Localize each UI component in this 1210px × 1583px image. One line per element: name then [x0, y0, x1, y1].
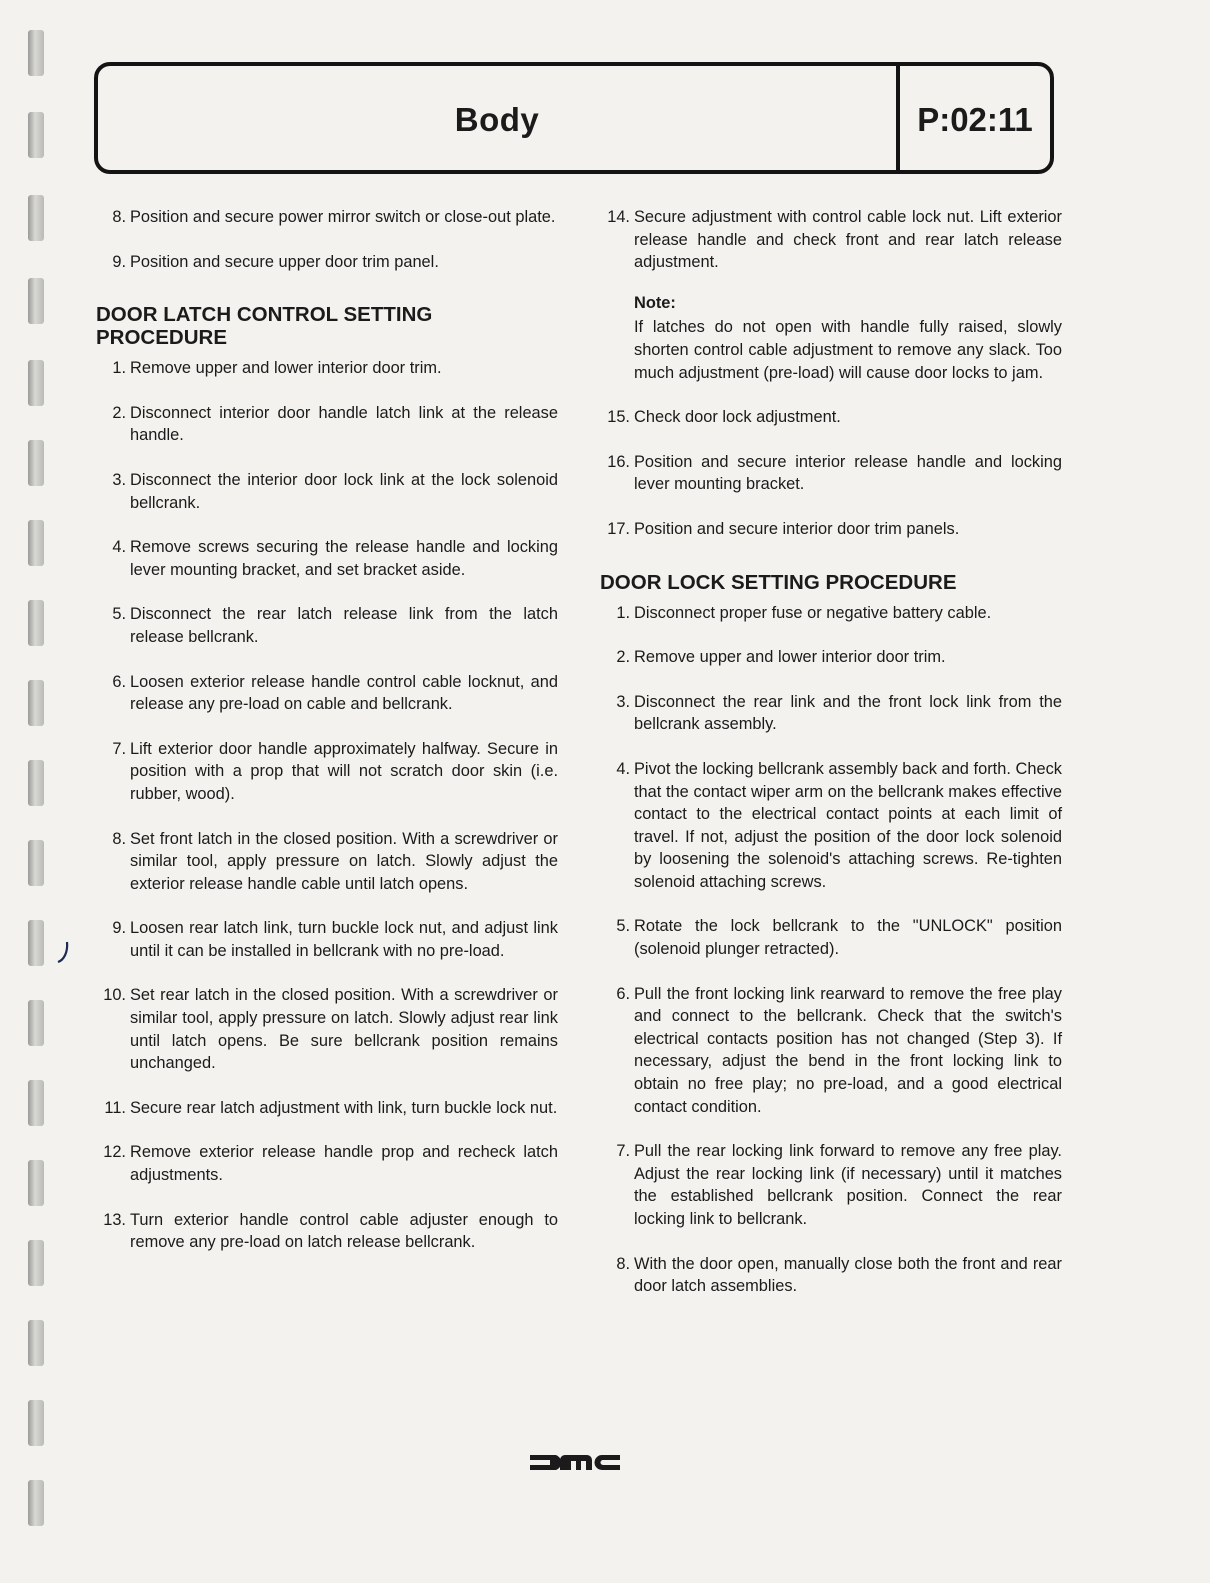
- step-number: 13.: [103, 1210, 126, 1229]
- step-number: 9.: [112, 252, 126, 271]
- step-text: With the door open, manually close both the front and rear door latch assemblies.: [634, 1254, 1062, 1296]
- trim-step: [96, 251, 558, 274]
- latch-step: [600, 406, 1062, 429]
- latch-step: [96, 402, 558, 447]
- right-column: [600, 206, 1062, 1320]
- latch-step: [96, 1209, 558, 1254]
- step-number: 7.: [616, 1142, 630, 1161]
- lock-step: [600, 915, 1062, 960]
- step-text: Disconnect the rear latch release link from the latch release bellcrank.: [130, 605, 558, 646]
- binding-holes: [28, 0, 50, 1583]
- step-number: 1.: [112, 359, 126, 378]
- step-text: Remove screws securing the release handle and locking lever mounting bracket, and set bracket aside.: [130, 538, 558, 579]
- step-text: Position and secure upper door trim panel.: [130, 252, 439, 271]
- note-text: If latches do not open with handle fully raised, slowly shorten control cable adjustment to remove any slack. Too much adjustment (pre-load) will cause door locks to jam.: [634, 318, 1062, 382]
- page-code: P:02:11: [896, 66, 1050, 170]
- step-text: Loosen rear latch link, turn buckle lock nut, and adjust link until it can be installed in bellcrank with no pre-load.: [130, 919, 558, 960]
- binding-hole-icon: [28, 440, 44, 486]
- binding-hole-icon: [28, 760, 44, 806]
- binding-hole-icon: [28, 1240, 44, 1286]
- step-text: Disconnect the interior door lock link at the lock solenoid bellcrank.: [130, 470, 558, 512]
- step-text: Disconnect proper fuse or negative battery cable.: [634, 603, 992, 622]
- step-number: 5.: [112, 605, 126, 624]
- lock-step: [600, 758, 1062, 894]
- binding-hole-icon: [28, 1160, 44, 1206]
- latch-step: [96, 603, 558, 648]
- step-text: Pull the front locking link rearward to remove the free play and connect to the bellcrank. Check that the switch's electrical contacts position has not changed (Step 3). If necessary, adjust the bend in the front locking link to obtain no free play; no pre-load, and a good electrical contact condition.: [634, 984, 1062, 1116]
- step-number: 3.: [616, 692, 630, 711]
- step-number: 10.: [103, 986, 126, 1005]
- step-number: 9.: [112, 919, 126, 938]
- binding-hole-icon: [28, 1400, 44, 1446]
- step-list-door-latch: [96, 357, 558, 1254]
- step-number: 4.: [112, 538, 126, 557]
- step-number: 15.: [607, 408, 630, 427]
- step-text: Remove exterior release handle prop and recheck latch adjustments.: [130, 1143, 558, 1185]
- note-block: [600, 292, 1062, 384]
- step-text: Disconnect the rear link and the front lock link from the bellcrank assembly.: [634, 692, 1062, 734]
- step-text: Secure rear latch adjustment with link, turn buckle lock nut.: [130, 1098, 558, 1117]
- step-text: Loosen exterior release handle control cable locknut, and release any pre-load on cable and bellcrank.: [130, 672, 558, 714]
- binding-hole-icon: [28, 1480, 44, 1526]
- step-number: 11.: [104, 1098, 126, 1117]
- latch-step: [600, 518, 1062, 541]
- step-text: Position and secure interior release handle and locking lever mounting bracket.: [634, 452, 1062, 494]
- step-text: Set front latch in the closed position. With a screwdriver or similar tool, apply pressure on latch. Slowly adjust the exterior release handle cable until latch opens.: [130, 829, 558, 893]
- dmc-logo-icon: [530, 1452, 622, 1474]
- binding-hole-icon: [28, 195, 44, 241]
- binding-hole-icon: [28, 30, 44, 76]
- binding-hole-icon: [28, 1080, 44, 1126]
- latch-step: [96, 828, 558, 896]
- binding-hole-icon: [28, 112, 44, 158]
- latch-step: [96, 738, 558, 806]
- step-number: 6.: [112, 672, 126, 691]
- step-text: Rotate the lock bellcrank to the "UNLOCK" position (solenoid plunger retracted).: [634, 917, 1062, 959]
- lock-step: [600, 691, 1062, 736]
- binding-hole-icon: [28, 600, 44, 646]
- step-number: 5.: [616, 917, 630, 936]
- latch-step: [96, 357, 558, 380]
- step-text: Secure adjustment with control cable lock nut. Lift exterior release handle and check front and rear latch release adjustment.: [634, 208, 1062, 272]
- step-number: 17.: [607, 519, 630, 538]
- step-number: 4.: [616, 759, 630, 778]
- latch-step: [600, 451, 1062, 496]
- step-text: Pull the rear locking link forward to remove any free play. Adjust the rear locking link (if necessary) until it matches the established bellcrank position. Connect the rear locking link to bellcrank.: [634, 1142, 1062, 1228]
- section-heading-door-latch: DOOR LATCH CONTROL SETTING PROCEDURE: [96, 303, 433, 350]
- section-heading-door-lock: DOOR LOCK SETTING PROCEDURE: [600, 570, 957, 594]
- step-list-continued: [96, 206, 558, 273]
- step-text: Remove upper and lower interior door trim.: [130, 359, 442, 378]
- step-text: Position and secure interior door trim panels.: [634, 519, 960, 538]
- binding-hole-icon: [28, 278, 44, 324]
- lock-step: [600, 646, 1062, 669]
- step-list-continued-right: [600, 206, 1062, 274]
- latch-step: [96, 469, 558, 514]
- latch-step: [96, 671, 558, 716]
- page-header: [94, 62, 1054, 174]
- step-text: Position and secure power mirror switch or close-out plate.: [130, 208, 556, 226]
- page-title: Body: [454, 101, 540, 138]
- step-number: 14.: [607, 208, 630, 226]
- latch-step: [96, 1097, 558, 1120]
- step-text: Remove upper and lower interior door trim.: [634, 648, 946, 667]
- step-text: Turn exterior handle control cable adjuster enough to remove any pre-load on latch release bellcrank.: [130, 1210, 558, 1252]
- step-number: 1.: [616, 603, 630, 622]
- step-number: 2.: [112, 403, 126, 422]
- step-text: Lift exterior door handle approximately halfway. Secure in position with a prop that will not scratch door skin (i.e. rubber, wood).: [130, 739, 558, 803]
- note-label: Note:: [634, 293, 676, 312]
- latch-step: [96, 536, 558, 581]
- lock-step: [600, 1140, 1062, 1230]
- latch-step: [96, 984, 558, 1074]
- step-list-door-lock: [600, 602, 1062, 1298]
- trim-step: [96, 206, 558, 229]
- step-number: 7.: [112, 739, 126, 758]
- step-number: 8.: [112, 208, 126, 226]
- step-text: Check door lock adjustment.: [634, 408, 841, 427]
- step-text: Disconnect interior door handle latch link at the release handle.: [130, 403, 558, 445]
- binding-hole-icon: [28, 1000, 44, 1046]
- binding-hole-icon: [28, 520, 44, 566]
- step-number: 8.: [112, 829, 126, 848]
- step-text: Pivot the locking bellcrank assembly back and forth. Check that the contact wiper arm on the bellcrank makes effective contact to the electrical contact points at each limit of travel. If not, adjust the position of the door lock solenoid by loosening the solenoid's attaching screws. Re-tighten solenoid attaching screws.: [634, 759, 1062, 891]
- step-number: 12.: [103, 1143, 126, 1162]
- step-number: 16.: [607, 452, 630, 471]
- step-number: 8.: [616, 1254, 630, 1273]
- binding-hole-icon: [28, 680, 44, 726]
- latch-step: [600, 206, 1062, 274]
- step-text: Set rear latch in the closed position. With a screwdriver or similar tool, apply pressure on latch. Slowly adjust rear link until latch opens. Be sure bellcrank position remains unchanged.: [130, 986, 558, 1073]
- step-number: 3.: [112, 470, 126, 489]
- binding-hole-icon: [28, 840, 44, 886]
- lock-step: [600, 602, 1062, 625]
- binding-hole-icon: [28, 360, 44, 406]
- step-number: 2.: [616, 648, 630, 667]
- lock-step: [600, 983, 1062, 1119]
- binding-hole-icon: [28, 1320, 44, 1366]
- lock-step: [600, 1253, 1062, 1298]
- pen-mark-icon: [56, 940, 70, 966]
- step-list-continued-right-2: [600, 406, 1062, 540]
- step-number: 6.: [616, 984, 630, 1003]
- binding-hole-icon: [28, 920, 44, 966]
- left-column: [96, 206, 558, 1276]
- latch-step: [96, 917, 558, 962]
- latch-step: [96, 1141, 558, 1186]
